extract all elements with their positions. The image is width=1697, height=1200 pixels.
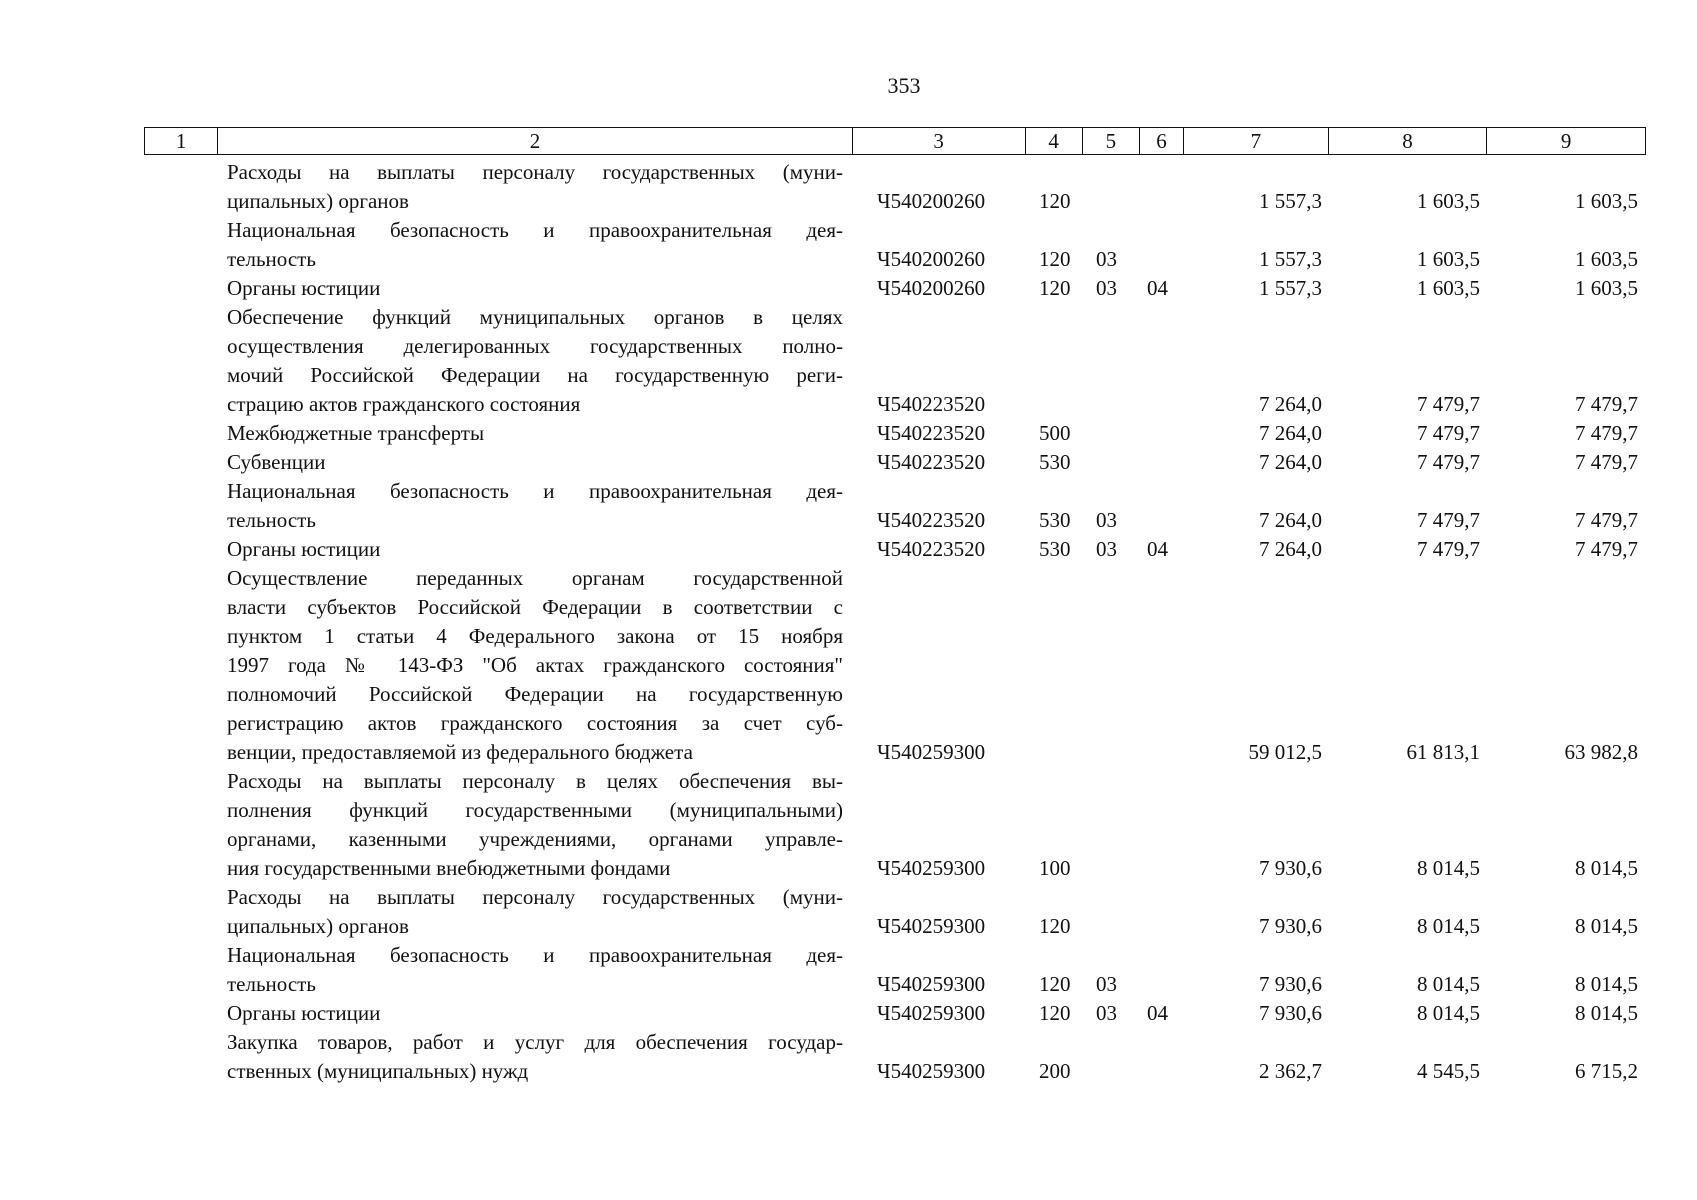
row-description (227, 999, 843, 1028)
table-row (0, 767, 1697, 883)
row-value-col8: 7 479,7 (1417, 450, 1480, 474)
row-value-col9: 6 715,2 (1575, 1059, 1638, 1083)
row-value-col7: 7 264,0 (1259, 392, 1322, 416)
column-header-9: 9 (1487, 128, 1646, 155)
column-header-1: 1 (145, 128, 218, 155)
column-header-8: 8 (1328, 128, 1487, 155)
row-description-line: Национальная безопасность и правоохранительная дея- (227, 479, 843, 503)
table-row (0, 999, 1697, 1028)
row-expense-type: 120 (1039, 276, 1071, 300)
row-target-code: Ч540259300 (877, 856, 986, 880)
row-value-col7: 7 930,6 (1259, 856, 1322, 880)
row-description (227, 1028, 843, 1086)
row-value-col9: 8 014,5 (1575, 972, 1638, 996)
row-description-line: Расходы на выплаты персоналу государственных (муни- (227, 885, 843, 909)
row-description (227, 477, 843, 535)
row-description-line: ципальных) органов (227, 189, 409, 213)
table-row (0, 216, 1697, 274)
column-header-3: 3 (852, 128, 1025, 155)
page-number: 353 (887, 73, 921, 98)
row-section: 03 (1096, 508, 1117, 532)
table-row (0, 477, 1697, 535)
row-value-col7: 1 557,3 (1259, 247, 1322, 271)
row-value-col8: 61 813,1 (1406, 740, 1480, 764)
row-description-line: власти субъектов Российской Федерации в соответствии с (227, 595, 843, 619)
row-description-line: Национальная безопасность и правоохранительная дея- (227, 218, 843, 242)
row-value-col9: 8 014,5 (1575, 1001, 1638, 1025)
table-row (0, 419, 1697, 448)
row-description-line: Закупка товаров, работ и услуг для обеспечения государ- (227, 1030, 843, 1054)
row-description-line: Субвенции (227, 450, 326, 474)
column-header-7: 7 (1184, 128, 1329, 155)
row-section: 03 (1096, 247, 1117, 271)
row-description-line: органами, казенными учреждениями, органами управле- (227, 827, 843, 851)
row-value-col8: 8 014,5 (1417, 856, 1480, 880)
row-value-col9: 63 982,8 (1564, 740, 1638, 764)
row-expense-type: 100 (1039, 856, 1071, 880)
row-description-line: Органы юстиции (227, 1001, 381, 1025)
row-expense-type: 120 (1039, 247, 1071, 271)
row-target-code: Ч540259300 (877, 1001, 986, 1025)
row-section: 03 (1096, 537, 1117, 561)
row-description-line: полнения функций государственными (муниципальными) (227, 798, 843, 822)
row-expense-type: 120 (1039, 972, 1071, 996)
row-target-code: Ч540259300 (877, 740, 986, 764)
row-description-line: тельность (227, 972, 316, 996)
row-target-code: Ч540200260 (877, 276, 986, 300)
row-description-line: тельность (227, 247, 316, 271)
table-row (0, 448, 1697, 477)
row-description-line: венции, предоставляемой из федерального бюджета (227, 740, 693, 764)
row-description-line: Осуществление переданных органам государственной (227, 566, 843, 590)
row-expense-type: 500 (1039, 421, 1071, 445)
column-header-4: 4 (1025, 128, 1082, 155)
row-value-col9: 1 603,5 (1575, 247, 1638, 271)
row-value-col8: 8 014,5 (1417, 1001, 1480, 1025)
row-target-code: Ч540259300 (877, 972, 986, 996)
table-body (0, 158, 1697, 1086)
row-target-code: Ч540200260 (877, 189, 986, 213)
row-value-col8: 7 479,7 (1417, 392, 1480, 416)
row-value-col8: 1 603,5 (1417, 247, 1480, 271)
row-value-col7: 7 930,6 (1259, 914, 1322, 938)
row-description-line: мочий Российской Федерации на государственную реги- (227, 363, 843, 387)
row-description-line: ственных (муниципальных) нужд (227, 1059, 529, 1083)
row-target-code: Ч540223520 (877, 421, 986, 445)
row-description-line: регистрацию актов гражданского состояния за счет суб- (227, 711, 843, 735)
row-value-col7: 7 930,6 (1259, 1001, 1322, 1025)
row-value-col9: 7 479,7 (1575, 537, 1638, 561)
row-value-col9: 1 603,5 (1575, 189, 1638, 213)
row-description-line: Органы юстиции (227, 537, 381, 561)
row-value-col8: 8 014,5 (1417, 972, 1480, 996)
row-description-line: Расходы на выплаты персоналу в целях обеспечения вы- (227, 769, 843, 793)
row-target-code: Ч540223520 (877, 508, 986, 532)
row-section: 03 (1096, 1001, 1117, 1025)
row-description-line: полномочий Российской Федерации на государственную (227, 682, 843, 706)
row-value-col8: 8 014,5 (1417, 914, 1480, 938)
row-description (227, 535, 843, 564)
row-description (227, 448, 843, 477)
row-subsection: 04 (1147, 537, 1168, 561)
row-description (227, 883, 843, 941)
row-section: 03 (1096, 972, 1117, 996)
row-description (227, 767, 843, 883)
row-value-col7: 1 557,3 (1259, 276, 1322, 300)
row-description (227, 158, 843, 216)
row-value-col7: 7 264,0 (1259, 537, 1322, 561)
table-row (0, 883, 1697, 941)
row-description-line: ния государственными внебюджетными фондами (227, 856, 671, 880)
row-value-col7: 7 264,0 (1259, 450, 1322, 474)
row-description (227, 274, 843, 303)
row-value-col8: 1 603,5 (1417, 189, 1480, 213)
table-row (0, 1028, 1697, 1086)
table-row (0, 274, 1697, 303)
column-header-row (145, 128, 1646, 155)
row-value-col9: 8 014,5 (1575, 914, 1638, 938)
row-description-line: Расходы на выплаты персоналу государственных (муни- (227, 160, 843, 184)
column-header-5: 5 (1082, 128, 1139, 155)
row-value-col7: 7 264,0 (1259, 508, 1322, 532)
row-description (227, 419, 843, 448)
row-value-col9: 1 603,5 (1575, 276, 1638, 300)
row-description-line: Межбюджетные трансферты (227, 421, 485, 445)
row-value-col7: 7 264,0 (1259, 421, 1322, 445)
row-description-line: Обеспечение функций муниципальных органов в целях (227, 305, 843, 329)
row-subsection: 04 (1147, 276, 1168, 300)
row-description-line: Органы юстиции (227, 276, 381, 300)
row-expense-type: 530 (1039, 508, 1071, 532)
row-value-col8: 1 603,5 (1417, 276, 1480, 300)
row-value-col7: 59 012,5 (1248, 740, 1322, 764)
row-value-col9: 8 014,5 (1575, 856, 1638, 880)
row-expense-type: 530 (1039, 450, 1071, 474)
row-target-code: Ч540259300 (877, 1059, 986, 1083)
row-value-col7: 1 557,3 (1259, 189, 1322, 213)
column-header-table (144, 127, 1646, 155)
row-description-line: осуществления делегированных государственных полно- (227, 334, 843, 358)
row-subsection: 04 (1147, 1001, 1168, 1025)
row-description (227, 564, 843, 767)
row-value-col9: 7 479,7 (1575, 508, 1638, 532)
row-value-col8: 7 479,7 (1417, 421, 1480, 445)
table-row (0, 564, 1697, 767)
row-target-code: Ч540200260 (877, 247, 986, 271)
row-description (227, 941, 843, 999)
row-target-code: Ч540223520 (877, 392, 986, 416)
row-value-col9: 7 479,7 (1575, 421, 1638, 445)
table-row (0, 535, 1697, 564)
row-description-line: 1997 года № 143-ФЗ "Об актах гражданского состояния" (227, 653, 843, 677)
row-description-line: страцию актов гражданского состояния (227, 392, 581, 416)
table-row (0, 303, 1697, 419)
row-value-col8: 7 479,7 (1417, 508, 1480, 532)
row-target-code: Ч540223520 (877, 450, 986, 474)
row-description-line: пунктом 1 статьи 4 Федерального закона от 15 ноября (227, 624, 843, 648)
row-expense-type: 120 (1039, 1001, 1071, 1025)
column-header-2: 2 (218, 128, 853, 155)
row-description-line: тельность (227, 508, 316, 532)
row-description-line: ципальных) органов (227, 914, 409, 938)
row-expense-type: 530 (1039, 537, 1071, 561)
row-expense-type: 120 (1039, 189, 1071, 213)
table-row (0, 941, 1697, 999)
row-value-col7: 7 930,6 (1259, 972, 1322, 996)
row-description-line: Национальная безопасность и правоохранительная дея- (227, 943, 843, 967)
row-target-code: Ч540223520 (877, 537, 986, 561)
row-value-col7: 2 362,7 (1259, 1059, 1322, 1083)
row-value-col8: 7 479,7 (1417, 537, 1480, 561)
row-value-col8: 4 545,5 (1417, 1059, 1480, 1083)
row-target-code: Ч540259300 (877, 914, 986, 938)
row-expense-type: 120 (1039, 914, 1071, 938)
row-expense-type: 200 (1039, 1059, 1071, 1083)
row-description (227, 303, 843, 419)
column-header-6: 6 (1139, 128, 1183, 155)
row-value-col9: 7 479,7 (1575, 450, 1638, 474)
table-row (0, 158, 1697, 216)
row-description (227, 216, 843, 274)
row-section: 03 (1096, 276, 1117, 300)
row-value-col9: 7 479,7 (1575, 392, 1638, 416)
